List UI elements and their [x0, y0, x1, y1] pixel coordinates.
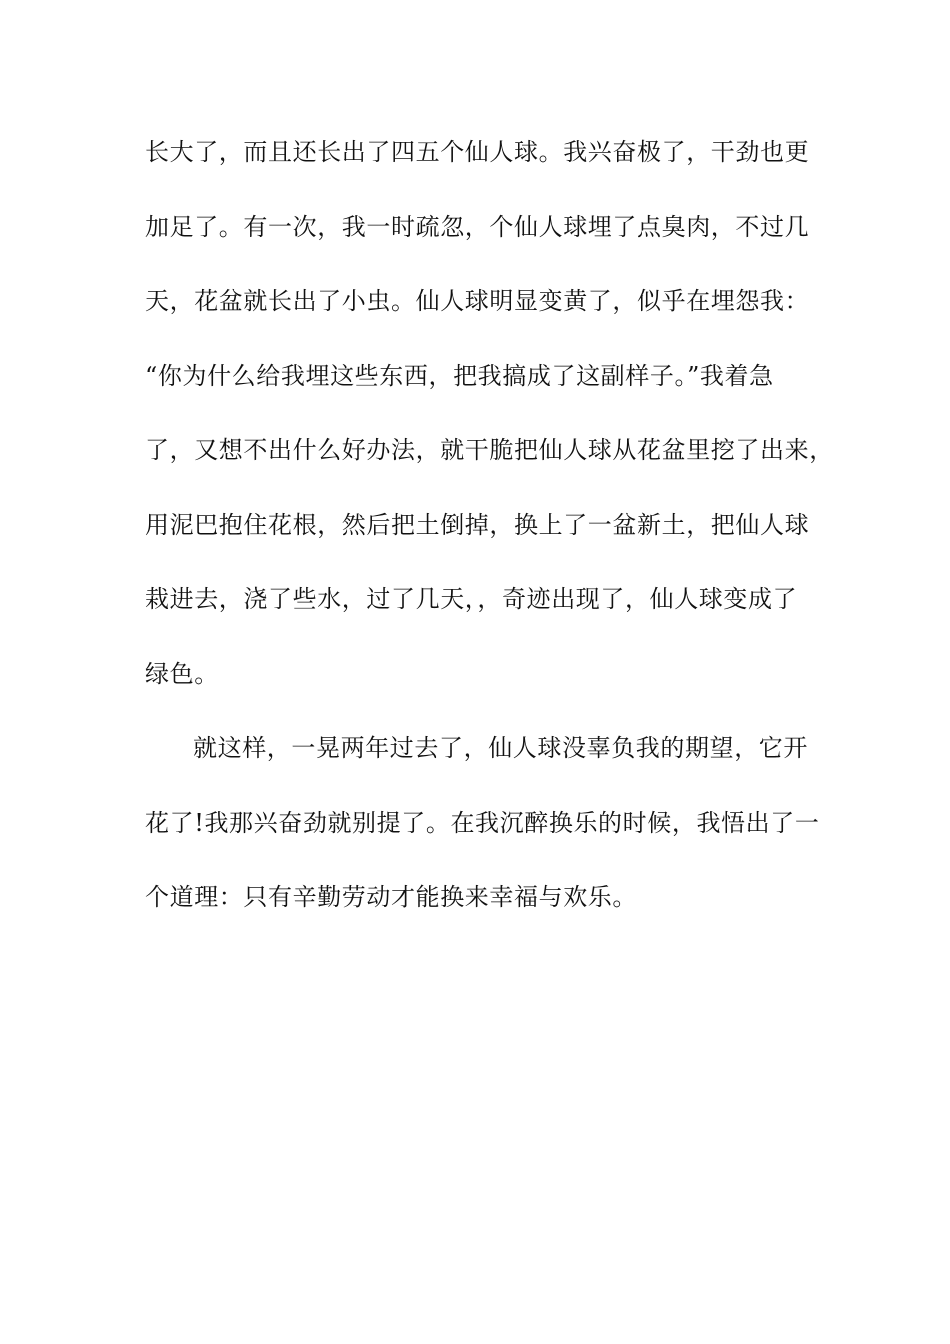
body-text: [145, 128, 845, 948]
text-line: 加足了。有一次，我一时疏忽，个仙人球埋了点臭肉，不过几: [145, 212, 810, 241]
text-line: 用泥巴抱住花根，然后把土倒掉，换上了一盆新土，把仙人球: [145, 510, 810, 539]
text-line: 个道理：只有辛勤劳动才能换来幸福与欢乐。: [145, 883, 637, 911]
text-line: 长大了，而且还长出了四五个仙人球。我兴奋极了，干劲也更: [145, 138, 810, 166]
text-line: 花了!我那兴奋劲就别提了。在我沉醉换乐的时候，我悟出了一: [145, 808, 820, 837]
paragraph-start-line: 就这样，一晃两年过去了，仙人球没辜负我的期望，它开: [193, 734, 808, 762]
text-line: “你为什么给我埋这些东西，把我搞成了这副样子。”我着急: [145, 361, 774, 390]
text-line: 天，花盆就长出了小虫。仙人球明显变黄了，似乎在埋怨我：: [145, 287, 810, 315]
text-line: 了，又想不出什么好办法，就干脆把仙人球从花盆里挖了出来，: [145, 436, 834, 464]
text-line: 绿色。: [145, 659, 219, 688]
text-line: 栽进去，浇了些水，过了几天，，奇迹出现了，仙人球变成了: [145, 585, 798, 613]
